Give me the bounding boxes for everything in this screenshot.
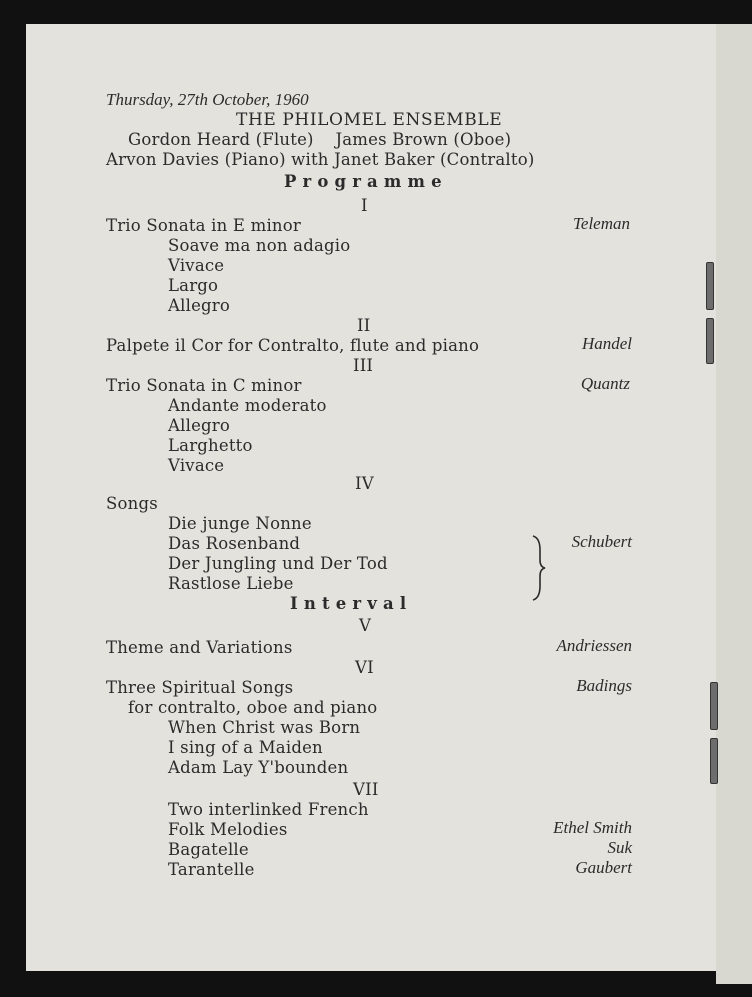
section-numeral: I [361, 196, 368, 215]
composer-name: Ethel Smith [553, 818, 632, 837]
composer-name: Badings [576, 676, 632, 695]
programme-page [26, 24, 716, 971]
movement: Allegro [168, 416, 231, 435]
work-title: Trio Sonata in E minor [106, 216, 301, 235]
work-title: Two interlinked French [168, 800, 369, 819]
work-title: Bagatelle [168, 840, 249, 859]
movement: Larghetto [168, 436, 253, 455]
composer-name: Schubert [571, 532, 632, 551]
movement: When Christ was Born [168, 718, 361, 737]
staple-icon [706, 318, 714, 364]
movement: Largo [168, 276, 219, 295]
section-numeral: V [359, 616, 372, 635]
composer-name: Teleman [573, 214, 630, 233]
programme-heading: P r o g r a m m e [284, 172, 442, 191]
work-title: Trio Sonata in C minor [106, 376, 302, 395]
staple-icon [706, 262, 714, 310]
section-numeral: VII [353, 780, 379, 799]
movement: Andante moderato [168, 396, 327, 415]
composer-name: Suk [607, 838, 632, 857]
section-numeral: VI [355, 658, 374, 677]
movement: Vivace [168, 256, 225, 275]
performers-line-1: Gordon Heard (Flute) James Brown (Oboe) [128, 130, 512, 149]
work-title: Three Spiritual Songs [106, 678, 294, 697]
staple-icon [710, 738, 718, 784]
movement: Allegro [168, 296, 231, 315]
composer-name: Andriessen [556, 636, 632, 655]
movement: Das Rosenband [168, 534, 301, 553]
movement: Adam Lay Y'bounden [168, 758, 349, 777]
section-numeral: II [357, 316, 371, 335]
section-numeral: IV [355, 474, 374, 493]
composer-name: Gaubert [575, 858, 632, 877]
work-title: Songs [106, 494, 158, 513]
movement: Vivace [168, 456, 225, 475]
section-numeral: III [353, 356, 374, 375]
movement: I sing of a Maiden [168, 738, 323, 757]
staple-icon [710, 682, 718, 730]
next-page-edge [716, 24, 752, 984]
interval-heading: I n t e r v a l [290, 594, 407, 613]
work-title: Theme and Variations [106, 638, 293, 657]
performers-line-2: Arvon Davies (Piano) with Janet Baker (Contralto) [106, 150, 535, 169]
movement: Der Jungling und Der Tod [168, 554, 388, 573]
work-title: Tarantelle [168, 860, 255, 879]
concert-date: Thursday, 27th October, 1960 [106, 90, 309, 109]
work-subtitle: for contralto, oboe and piano [128, 698, 378, 717]
work-title: Palpete il Cor for Contralto, flute and piano [106, 336, 480, 355]
ensemble-name: THE PHILOMEL ENSEMBLE [236, 110, 503, 130]
work-title: Folk Melodies [168, 820, 288, 839]
composer-name: Quantz [580, 374, 630, 393]
composer-name: Handel [581, 334, 632, 353]
movement: Soave ma non adagio [168, 236, 351, 255]
movement: Die junge Nonne [168, 514, 312, 533]
movement: Rastlose Liebe [168, 574, 294, 593]
